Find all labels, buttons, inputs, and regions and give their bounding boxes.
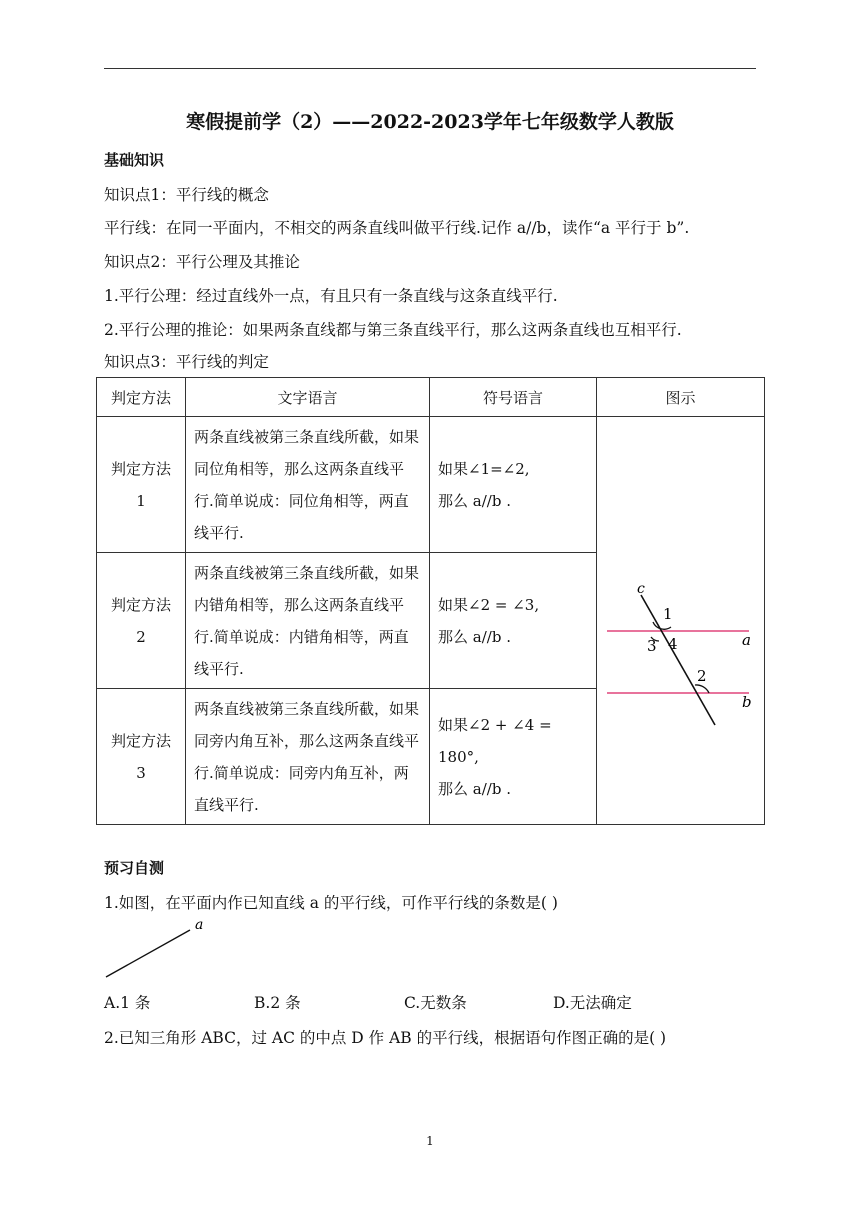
question-2: 2.已知三角形 ABC，过 AC 的中点 D 作 AB 的平行线，根据语句作图正确的是( ) [104, 1029, 667, 1047]
symbol-condition: 如果∠1=∠2, [438, 459, 530, 478]
symbol-condition: 如果∠2 = ∠3, [438, 595, 540, 614]
text-language-cell: 两条直线被第三条直线所截，如果同位角相等，那么这两条直线平行.简单说成：同位角相等，两直线平行. [186, 417, 430, 553]
table-row [97, 417, 765, 553]
label-angle-3: 3 [647, 637, 657, 655]
text-language-cell: 两条直线被第三条直线所截，如果内错角相等，那么这两条直线平行.简单说成：内错角相等，两直线平行. [186, 553, 430, 689]
page-title: 寒假提前学（2）——2022-2023学年七年级数学人教版 [186, 111, 674, 133]
option-c[interactable]: C.无数条 [404, 994, 467, 1012]
parallel-lines-figure [597, 417, 763, 823]
question-1: 1.如图，在平面内作已知直线 a 的平行线，可作平行线的条数是( ) [104, 894, 558, 912]
method-number: 3 [136, 763, 146, 782]
figure-cell [597, 417, 765, 825]
method-cell [97, 553, 186, 689]
page-number: 1 [426, 1134, 434, 1148]
label-angle-1: 1 [663, 605, 673, 623]
kp1-heading: 知识点1：平行线的概念 [104, 186, 269, 204]
given-line-label: a [195, 917, 204, 933]
kp2-heading: 知识点2：平行公理及其推论 [104, 253, 300, 271]
parallel-criteria-table [96, 377, 765, 825]
symbol-language-cell [430, 417, 597, 553]
label-angle-2: 2 [697, 667, 707, 685]
label-angle-4: 4 [668, 635, 678, 653]
kp2-axiom: 1.平行公理：经过直线外一点，有且只有一条直线与这条直线平行. [104, 287, 558, 305]
section-preview-heading: 预习自测 [104, 859, 165, 877]
header-rule [104, 68, 756, 69]
angle-2-arc [695, 685, 709, 693]
kp2-corollary: 2.平行公理的推论：如果两条直线都与第三条直线平行，那么这两条直线也互相平行. [104, 321, 682, 339]
label-c: c [637, 581, 645, 597]
label-b: b [742, 693, 752, 711]
method-cell [97, 689, 186, 825]
q1-line-figure [104, 916, 214, 980]
label-a: a [742, 631, 751, 649]
text-language-cell: 两条直线被第三条直线所截，如果同旁内角互补，那么这两条直线平行.简单说成：同旁内角互补，两直线平行. [186, 689, 430, 825]
header-text: 文字语言 [186, 378, 430, 417]
kp1-definition: 平行线：在同一平面内，不相交的两条直线叫做平行线.记作 a//b，读作“a 平行于 b”. [104, 219, 690, 237]
symbol-condition: 如果∠2 + ∠4 = 180°, [438, 715, 552, 766]
symbol-conclusion: 那么 a//b . [438, 491, 511, 510]
option-b[interactable]: B.2 条 [254, 994, 301, 1012]
line-c [641, 595, 715, 725]
method-cell [97, 417, 186, 553]
angle-1-arc [653, 622, 671, 629]
header-method: 判定方法 [97, 378, 186, 417]
method-name: 判定方法 [110, 459, 171, 478]
given-line-a [106, 930, 190, 977]
option-a[interactable]: A.1 条 [104, 994, 151, 1012]
symbol-conclusion: 那么 a//b . [438, 627, 511, 646]
section-basic-heading: 基础知识 [104, 151, 165, 169]
method-name: 判定方法 [110, 595, 171, 614]
symbol-language-cell [430, 689, 597, 825]
table-header-row [97, 378, 765, 417]
method-number: 2 [136, 627, 146, 646]
symbol-conclusion: 那么 a//b . [438, 779, 511, 798]
method-number: 1 [136, 491, 146, 510]
kp3-heading: 知识点3：平行线的判定 [104, 353, 269, 371]
method-name: 判定方法 [110, 731, 171, 750]
option-d[interactable]: D.无法确定 [553, 994, 632, 1012]
header-symbol: 符号语言 [430, 378, 597, 417]
header-figure: 图示 [597, 378, 765, 417]
symbol-language-cell [430, 553, 597, 689]
